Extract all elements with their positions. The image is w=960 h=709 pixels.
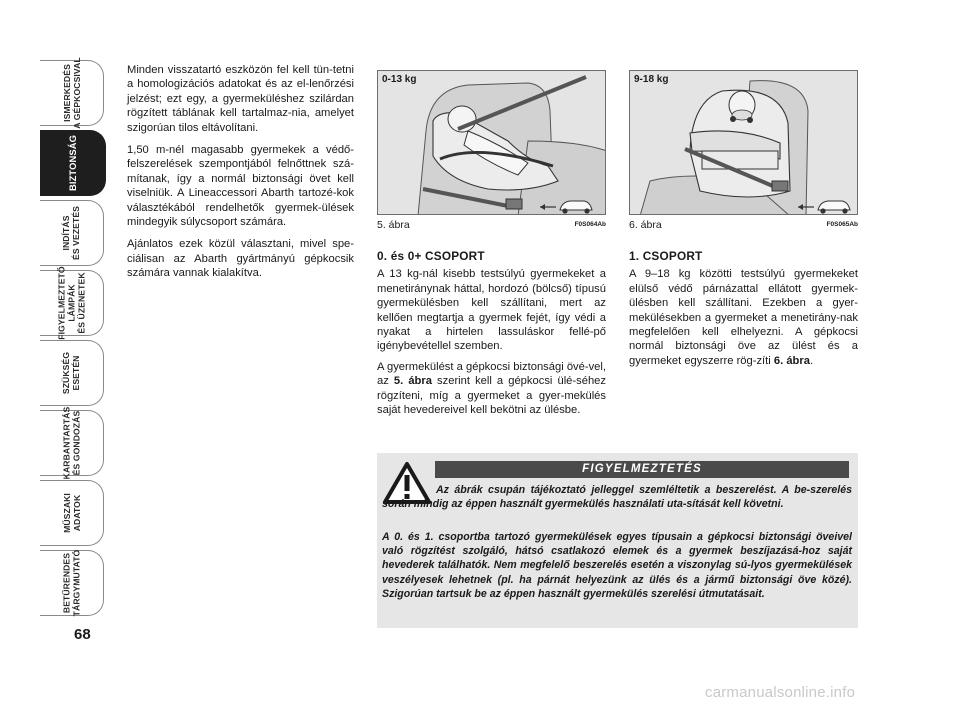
intro-column [127,63,354,289]
paragraph [377,360,606,418]
caption-text: 6. ábra [629,219,662,231]
figure-code: F0S065Ab [826,221,858,228]
page-number: 68 [74,626,91,643]
weight-group-label: 0-13 kg [382,74,417,85]
watermark: carmanualsonline.info [705,684,856,701]
tab-label: KARBANTARTÁS ÉS GONDOZÁS [61,406,82,480]
caption-text: 5. ábra [377,219,410,231]
chapter-tabs [40,57,106,620]
paragraph: Minden visszatartó eszközön fel kell tün-tetni a homologizációs adatokat és az el-lenőrzési jelzést; ezt egy, a gyermeküléshez szilárdan rögzített táblának kell tartalmaz-nia, amelyet szigorúan tilos eltávolítani. [127,64,354,134]
text-run: szerint kell a gépkocsi ülé-séhez rögzíteni, míg a gyermeket a gyer-mekülés saját hevedereivel kell bekötni az ülésbe. [377,375,606,417]
weight-group-label: 9-18 kg [634,74,669,85]
tab-figyelmezteto-lampak[interactable] [40,266,104,340]
tab-label: BETŰRENDES TÁRGYMUTATÓ [61,549,82,617]
child-seat-illustration [630,71,858,215]
tab-label: FIGYELMEZTETŐ LÁMPÁK ÉS ÜZENETEK [56,266,87,340]
tab-karbantartas[interactable] [40,406,104,480]
text-run: A 9–18 kg közötti testsúlyú gyermekeket elülső védő párnázattal ellátott gyermek-ülésben kell szállítani. Ezekben a gyer-mekülésekben a gyermeket a menetirány-nak megfelelően kell elhelyezni. A gépkocsi normál biztonsági öve az ülést és a gyermeket egyszerre rög-zíti [629,268,858,367]
warning-title: FIGYELMEZTETÉS [435,461,849,478]
tab-biztonsag[interactable] [40,130,106,196]
tab-label: MŰSZAKI ADATOK [61,493,82,533]
section-heading: 1. CSOPORT [629,249,703,263]
paragraph: Ajánlatos ezek közül választani, mivel spe-ciálisan az Abarth gyártmányú gépkocsik számára vannak kialakítva. [127,238,354,280]
tab-targymutato[interactable] [40,550,104,616]
section-heading: 0. és 0+ CSOPORT [377,249,485,263]
group-0-column [377,249,606,423]
figure-reference: 5. ábra [393,375,432,388]
tab-label: SZÜKSÉG ESETÉN [61,351,82,395]
warning-paragraph: A 0. és 1. csoportba tartozó gyermekülések egyes típusain a gépkocsi biztonsági öveivel való rögzítést szolgáló, hátsó csatlakozó elemek és a gyermek beszíjazásá-hoz saját hevederek találhatók. Nem megfelelő beszerelés esetén a viszonylag sú-lyos gyermekülések veszélyesek lehetnek (pl. ha párnát helyezünk az ülés és a jármű biztonsági öve közé). Szigorúan tartsuk be az éppen használt gyermekülés szerelési útmutatásait. [382,531,852,600]
figure-6-caption [629,219,858,231]
paragraph [629,267,858,368]
tab-muszaki-adatok[interactable] [40,480,104,546]
warning-box [377,453,858,628]
text-run: . [809,354,814,367]
figure-6-child-seat [629,70,858,215]
tab-szukseg-eseten[interactable] [40,340,104,406]
tab-label: ISMERKEDÉS A GÉPKOCSIVAL [61,57,82,129]
tab-ismerkedes[interactable] [40,57,104,129]
figure-5-caption [377,219,606,231]
figure-reference: 6. ábra [773,354,810,367]
group-1-column [629,249,858,374]
infant-seat-illustration [378,71,606,215]
tab-label: INDÍTÁS ÉS VEZETÉS [61,205,82,261]
figure-code: F0S064Ab [574,221,606,228]
tab-inditas[interactable] [40,200,104,266]
figure-5-infant-seat [377,70,606,215]
paragraph: 1,50 m-nél magasabb gyermekek a védő-felszerelések szempontjából felnőttnek szá-mítanak, így a normál biztonsági övet kell viselniük. A Lineaccessori Abarth tartozé-kok választékából rendelhetők gyermek-ülések mindegyik súlycsoport számára. [127,144,354,229]
tab-label: BIZTONSÁG [66,135,78,191]
paragraph: A 13 kg-nál kisebb testsúlyú gyermekeket a menetiránynak háttal, hordozó (bölcső) típusú gyermekülésben kell szállítani, mert az kellően megtartja a gyermek fejét, így védi a nyakat a hirtelen lassuláskor fellé-pő igénybevétellel szemben. [377,268,606,353]
text-run: A gyermekülést a gépkocsi biztonsági övé-vel, az [377,360,606,388]
warning-paragraph: Az ábrák csupán tájékoztató jelleggel szemléltetik a beszerelést. A be-szerelés során mindig az éppen használt gyermekülés használati uta-sítását kell követni. [382,484,852,511]
